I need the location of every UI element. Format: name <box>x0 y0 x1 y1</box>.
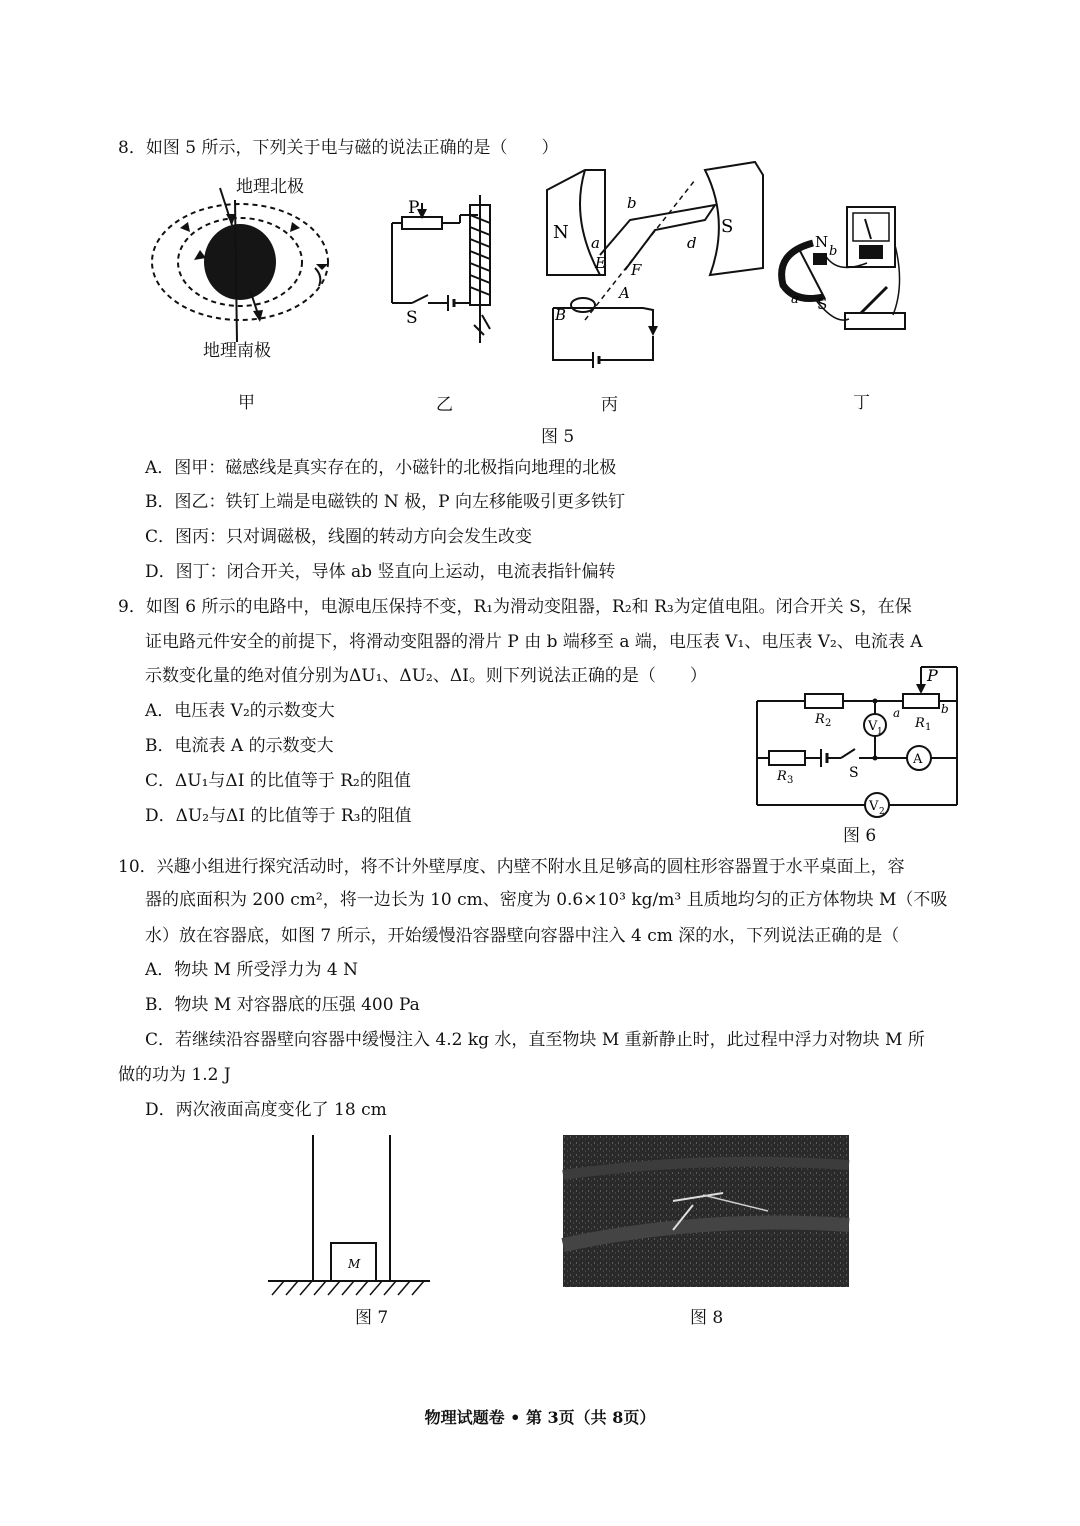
svg-text:b: b <box>941 702 949 716</box>
svg-text:F: F <box>631 261 642 279</box>
fig7-block-label: M <box>348 1257 361 1271</box>
fig6-circuit <box>755 665 965 835</box>
fig7-container <box>268 1135 433 1300</box>
svg-text:a: a <box>893 706 901 720</box>
q10-stem-line2: 器的底面积为 200 cm²，将一边长为 10 cm、密度为 0.6×10³ kg/m³ 且质地均匀的正方体物块 M（不吸 <box>145 890 948 910</box>
svg-text:2: 2 <box>825 718 832 729</box>
q10-stem-line3: 水）放在容器底，如图 7 所示，开始缓慢沿容器壁向容器中注入 4 cm 深的水，下列说法正确的是（ <box>145 926 900 946</box>
svg-text:a: a <box>791 292 799 307</box>
svg-text:b: b <box>829 244 838 259</box>
q9-stem-line2: 证电路元件安全的前提下，将滑动变阻器的滑片 P 由 b 端移至 a 端，电压表 V₁、电压表 V₂、电流表 A <box>145 632 923 652</box>
q8-option-a: A．图甲：磁感线是真实存在的，小磁针的北极指向地理的北极 <box>145 458 617 478</box>
svg-text:N: N <box>553 222 569 243</box>
svg-text:3: 3 <box>787 775 794 786</box>
fig5-ding-induction <box>775 205 915 345</box>
svg-text:1: 1 <box>877 727 883 737</box>
q10-stem-line1: 10．兴趣小组进行探究活动时，将不计外壁厚度、内壁不附水且足够高的圆柱形容器置于水平桌面上，容 <box>118 857 905 877</box>
svg-text:A: A <box>913 752 923 767</box>
svg-text:R: R <box>777 769 787 784</box>
q9-option-c: C．ΔU₁与ΔI 的比值等于 R₂的阻值 <box>145 771 411 791</box>
svg-text:B: B <box>555 306 567 324</box>
svg-text:P: P <box>927 666 938 685</box>
q8-option-c: C．图丙：只对调磁极，线圈的转动方向会发生改变 <box>145 527 533 547</box>
svg-text:V: V <box>869 799 879 814</box>
q10-option-c-continued: 做的功为 1.2 J <box>118 1065 231 1085</box>
fig5-label-geo-south: 地理南极 <box>203 341 271 361</box>
svg-text:R: R <box>815 712 825 727</box>
fig5-caption: 图 5 <box>541 427 575 447</box>
q9-option-d: D．ΔU₂与ΔI 的比值等于 R₃的阻值 <box>145 806 412 826</box>
fig8-photo <box>563 1135 849 1287</box>
q8-option-b: B．图乙：铁钉上端是电磁铁的 N 极，P 向左移能吸引更多铁钉 <box>145 492 626 512</box>
svg-text:d: d <box>687 234 697 252</box>
q8-option-d: D．图丁：闭合开关，导体 ab 竖直向上运动，电流表指针偏转 <box>145 562 616 582</box>
q9-stem-line1: 9．如图 6 所示的电路中，电源电压保持不变，R₁为滑动变阻器，R₂和 R₃为定值电阻。闭合开关 S，在保 <box>118 597 912 617</box>
q10-option-d: D．两次液面高度变化了 18 cm <box>145 1100 387 1120</box>
svg-text:R: R <box>915 716 925 731</box>
svg-text:S: S <box>817 295 828 313</box>
svg-text:a: a <box>591 234 600 252</box>
svg-text:E: E <box>595 254 606 272</box>
q9-option-b: B．电流表 A 的示数变大 <box>145 736 334 756</box>
q10-option-c: C．若继续沿容器壁向容器中缓慢注入 4.2 kg 水，直至物块 M 重新静止时，此过程中浮力对物块 M 所 <box>145 1030 925 1050</box>
svg-text:P: P <box>408 198 420 218</box>
svg-text:2: 2 <box>879 807 885 817</box>
svg-text:S: S <box>721 216 734 237</box>
svg-text:N: N <box>815 233 829 251</box>
q9-stem-line3: 示数变化量的绝对值分别为ΔU₁、ΔU₂、ΔI。则下列说法正确的是（ ） <box>145 666 707 686</box>
svg-text:V: V <box>868 719 878 734</box>
q10-option-b: B．物块 M 对容器底的压强 400 Pa <box>145 995 420 1015</box>
fig7-caption: 图 7 <box>355 1308 389 1328</box>
fig8-caption: 图 8 <box>690 1308 724 1328</box>
svg-text:A: A <box>619 284 630 302</box>
fig5-sub-label-bing: 丙 <box>601 395 618 415</box>
q9-option-a: A．电压表 V₂的示数变大 <box>145 701 335 721</box>
fig5-sub-label-jia: 甲 <box>238 393 255 413</box>
q10-option-a: A．物块 M 所受浮力为 4 N <box>145 960 358 980</box>
fig6-caption: 图 6 <box>843 826 877 846</box>
fig5-label-geo-north: 地理北极 <box>236 177 304 197</box>
svg-text:S: S <box>406 308 418 328</box>
page-footer: 物理试题卷 • 第 3页（共 8页） <box>424 1408 656 1427</box>
fig5-sub-label-ding: 丁 <box>853 393 870 413</box>
svg-text:1: 1 <box>925 722 932 733</box>
fig5-sub-label-yi: 乙 <box>436 395 453 415</box>
svg-text:S: S <box>849 765 859 781</box>
fig5-yi-electromagnet <box>390 195 510 345</box>
q8-stem: 8．如图 5 所示，下列关于电与磁的说法正确的是（ ） <box>118 138 559 158</box>
fig5-bing-motor <box>545 160 775 370</box>
svg-text:b: b <box>627 194 637 212</box>
